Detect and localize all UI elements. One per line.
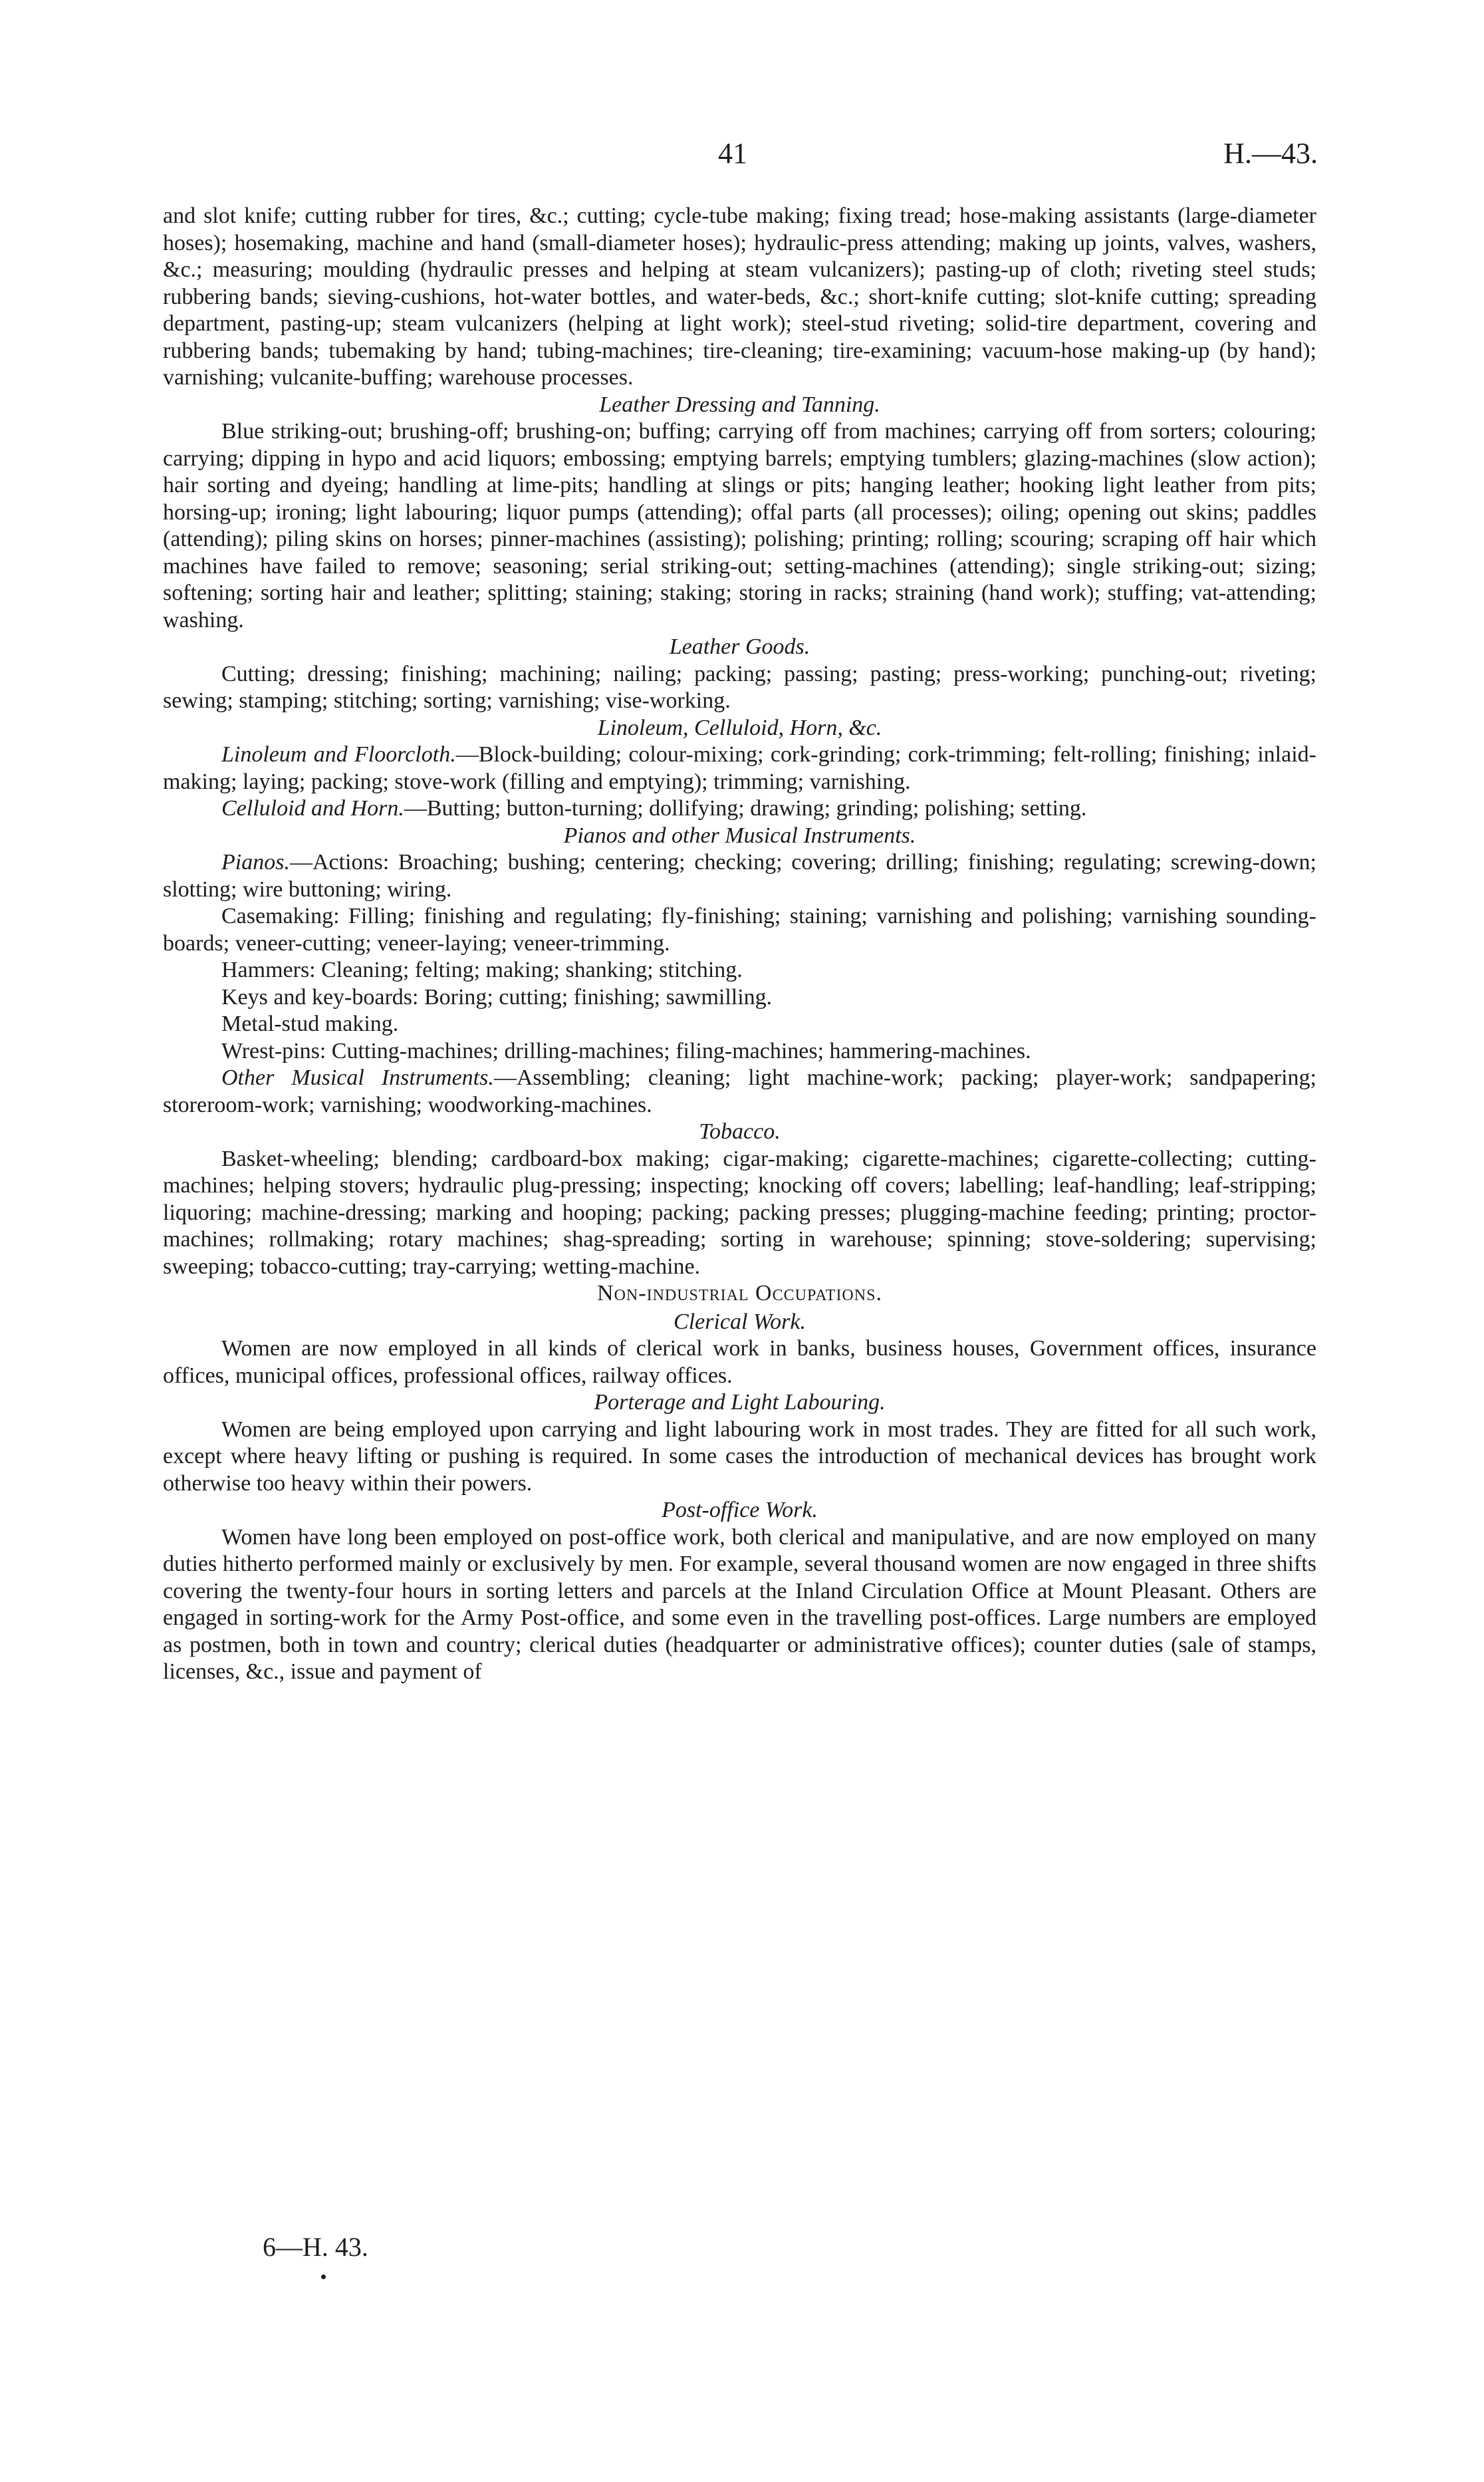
celluloid-text: —Butting; button-turning; dollifying; drawing; grinding; polishing; setting. — [404, 796, 1087, 821]
section-heading-leather-goods: Leather Goods. — [669, 634, 810, 659]
pianos-wrest-pins-paragraph: Wrest-pins: Cutting-machines; drilling-machines; filing-machines; hammering-machines. — [221, 1038, 1031, 1063]
celluloid-label: Celluloid and Horn. — [221, 796, 404, 821]
rubber-continued-paragraph: and slot knife; cutting rubber for tires, &c.; cutting; cycle-tube making; fixing tread; hose-making assistants (large-diameter hoses); hosemaking, machine and hand (small-diameter hoses); hydraulic-press attending; making up joints, valves, washers, &c.; measuring; moulding (hydraulic presses and helping at steam vulcanizers); pasting-up of cloth; riveting steel studs; rubbering bands; sieving-cushions, hot-water bottles, and water-beds, &c.; short-knife cutting; slot-knife cutting; spreading department, pasting-up; steam vulcanizers (helping at light work); steel-stud riveting; solid-tire department, covering and rubbering bands; tubemaking by hand; tubing-machines; tire-cleaning; tire-examining; vacuum-hose making-up (by hand); varnishing; vulcanite-buffing; warehouse processes. — [163, 204, 1316, 390]
other-instruments-text: —Assembling; cleaning; light machine-work; packing; player-work; sandpapering; storeroom-work; varnishing; woodworking-machines. — [163, 1065, 1316, 1117]
post-office-paragraph: Women have long been employed on post-office work, both clerical and manipulative, and are now employed on many duties hitherto performed mainly or exclusively by men. For example, several thousand women are now engaged in three shifts covering the twenty-four hours in sorting letters and parcels at the Inland Circulation Office at Mount Pleasant. Others are engaged in sorting-work for the Army Post-office, and some even in the travelling post-offices. Large numbers are employed as postmen, both in town and country; clerical duties (headquarter or administrative offices); counter duties (sale of stamps, licenses, &c., issue and payment of — [163, 1524, 1316, 1684]
section-heading-non-industrial: Non-industrial Occupations. — [597, 1281, 882, 1306]
linoleum-paragraph — [163, 742, 1316, 795]
porterage-paragraph: Women are being employed upon carrying and light labouring work in most trades. They are fitted for all such work, except where heavy lifting or pushing is required. In some cases the introduction of mechanical devices has brought work otherwise too heavy within their powers. — [163, 1417, 1316, 1496]
pianos-casemaking-paragraph: Casemaking: Filling; finishing and regulating; fly-finishing; staining; varnishing and polishing; varnishing sounding-boards; veneer-cutting; veneer-laying; veneer-trimming. — [163, 904, 1316, 956]
tobacco-paragraph: Basket-wheeling; blending; cardboard-box making; cigar-making; cigarette-machines; cigarette-collecting; cutting-machines; helping stovers; hydraulic plug-pressing; inspecting; knocking off covers; labelling; leaf-handling; leaf-stripping; liquoring; machine-dressing; marking and hooping; packing; packing presses; plugging-machine feeding; printing; proctor-machines; rollmaking; rotary machines; shag-spreading; sorting in warehouse; spinning; stove-soldering; supervising; sweeping; tobacco-cutting; tray-carrying; wetting-machine. — [163, 1146, 1316, 1279]
footer-dot — [321, 2275, 326, 2279]
section-heading-porterage: Porterage and Light Labouring. — [594, 1390, 886, 1415]
page-body — [163, 203, 1316, 1686]
pianos-actions-paragraph — [163, 849, 1316, 903]
section-heading-tobacco: Tobacco. — [699, 1119, 781, 1144]
leather-goods-paragraph: Cutting; dressing; finishing; machining; nailing; packing; passing; pasting; press-working; punching-out; riveting; sewing; stamping; stitching; sorting; varnishing; vise-working. — [163, 661, 1316, 713]
page-number: 41 — [718, 137, 747, 170]
pianos-metal-stud-paragraph: Metal-stud making. — [221, 1012, 399, 1036]
linoleum-text: —Block-building; colour-mixing; cork-grinding; cork-trimming; felt-rolling; finishing; inlaid-making; laying; packing; stove-work (filling and emptying); trimming; varnishing. — [163, 742, 1316, 794]
linoleum-label: Linoleum and Floorcloth. — [221, 742, 456, 767]
document-reference: H.—43. — [1223, 137, 1318, 170]
pianos-hammers-paragraph: Hammers: Cleaning; felting; making; shanking; stitching. — [221, 958, 743, 982]
pianos-keys-paragraph: Keys and key-boards: Boring; cutting; finishing; sawmilling. — [221, 984, 773, 1010]
footer-signature: 6—H. 43. — [263, 2232, 368, 2262]
section-heading-clerical: Clerical Work. — [674, 1309, 806, 1334]
leather-dressing-paragraph: Blue striking-out; brushing-off; brushing-on; buffing; carrying off from machines; carrying off from sorters; colouring; carrying; dipping in hypo and acid liquors; embossing; emptying barrels; emptying tumblers; glazing-machines (slow action); hair sorting and dyeing; handling at lime-pits; handling at slings or pits; hanging leather; hooking light leather from pits; horsing-up; ironing; light labouring; liquor pumps (attending); offal parts (all processes); oiling; opening out skins; paddles (attending); piling skins on horses; pinner-machines (assisting); polishing; printing; rolling; scouring; scraping off hair which machines have failed to remove; seasoning; serial striking-out; setting-machines (attending); single striking-out; sizing; softening; sorting hair and leather; splitting; staining; staking; storing in racks; straining (hand work); stuffing; vat-attending; washing. — [163, 419, 1316, 632]
clerical-paragraph: Women are now employed in all kinds of clerical work in banks, business houses, Government offices, insurance offices, municipal offices, professional offices, railway offices. — [163, 1336, 1316, 1388]
pianos-label: Pianos. — [221, 850, 290, 875]
section-heading-leather-dressing: Leather Dressing and Tanning. — [599, 392, 880, 417]
section-heading-pianos: Pianos and other Musical Instruments. — [563, 823, 916, 848]
section-heading-linoleum: Linoleum, Celluloid, Horn, &c. — [597, 715, 882, 740]
other-instruments-label: Other Musical Instruments. — [221, 1065, 494, 1090]
pianos-actions-text: —Actions: Broaching; bushing; centering; checking; covering; drilling; finishing; regulating; screwing-down; slotting; wire buttoning; wiring. — [163, 850, 1316, 902]
section-heading-post-office: Post-office Work. — [662, 1498, 818, 1522]
other-instruments-paragraph — [163, 1065, 1316, 1119]
celluloid-paragraph — [163, 795, 1316, 823]
